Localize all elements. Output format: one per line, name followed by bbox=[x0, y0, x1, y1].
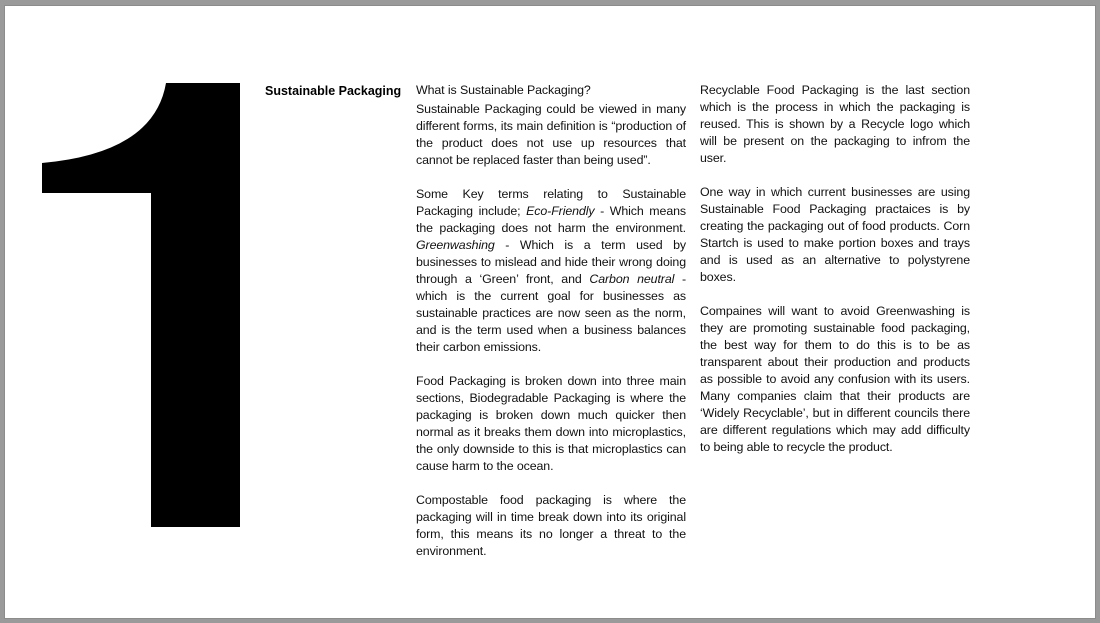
food-packaging-paragraph: Food Packaging is broken down into three main sections, Biodegradable Packaging is where the packaging is broken down much quicker then normal as it breaks them down into microplastics, the only downside to this is that microplastics can cause harm to the ocean. bbox=[416, 374, 686, 473]
definition-paragraph: Sustainable Packaging could be viewed in many different forms, its main definition is “production of the product does not use up resources that cannot be replaced faster than being used”. bbox=[416, 102, 686, 167]
term-carbon-neutral: Carbon neutral bbox=[589, 272, 675, 286]
term-greenwashing-definition: - Which is a term used by businesses to mislead and hide their wrong doing through a ‘Green’ front, and bbox=[416, 238, 686, 286]
text-column-one bbox=[416, 82, 686, 577]
chapter-numeral bbox=[42, 83, 240, 527]
recyclable-paragraph: Recyclable Food Packaging is the last section which is the process in which the packaging is reused. This is shown by a Recycle logo which will be present on the packaging to infrom the user. bbox=[700, 83, 970, 165]
greenwashing-paragraph: Compaines will want to avoid Greenwashing is they are promoting sustainable food packaging, the best way for them to do this is to be as transparent about their production and products as possible to avoid any confusion with its users. Many companies claim that their products are ‘Widely Recyclable’, but in different councils there are different regulations which may add difficulty to being able to recycle the product. bbox=[700, 304, 970, 454]
compostable-paragraph: Compostable food packaging is where the packaging will in time break down into its original form, this means its no longer a threat to the environment. bbox=[416, 493, 686, 558]
businesses-paragraph: One way in which current businesses are using Sustainable Food Packaging practaices is by creating the packaging out of food products. Corn Startch is used to make portion boxes and trays and is used as an alternative to polystyrene boxes. bbox=[700, 185, 970, 284]
key-terms-paragraph bbox=[416, 186, 686, 356]
text-column-two bbox=[700, 82, 970, 473]
key-terms-intro: Some Key terms relating to Sustainable Packaging include; bbox=[416, 187, 686, 218]
term-carbon-neutral-definition: - which is the current goal for businesses as sustainable practices are now seen as the norm, and is the term used when a business balances their carbon emissions. bbox=[416, 272, 686, 354]
term-eco-friendly: Eco-Friendly bbox=[526, 204, 595, 218]
term-greenwashing: Greenwashing bbox=[416, 238, 495, 252]
document-page bbox=[4, 5, 1096, 619]
question-heading: What is Sustainable Packaging? bbox=[416, 83, 591, 97]
numeral-one-glyph bbox=[42, 83, 240, 527]
term-eco-friendly-definition: - Which means the packaging does not harm the environment. bbox=[416, 204, 686, 235]
section-title: Sustainable Packaging bbox=[265, 84, 402, 98]
